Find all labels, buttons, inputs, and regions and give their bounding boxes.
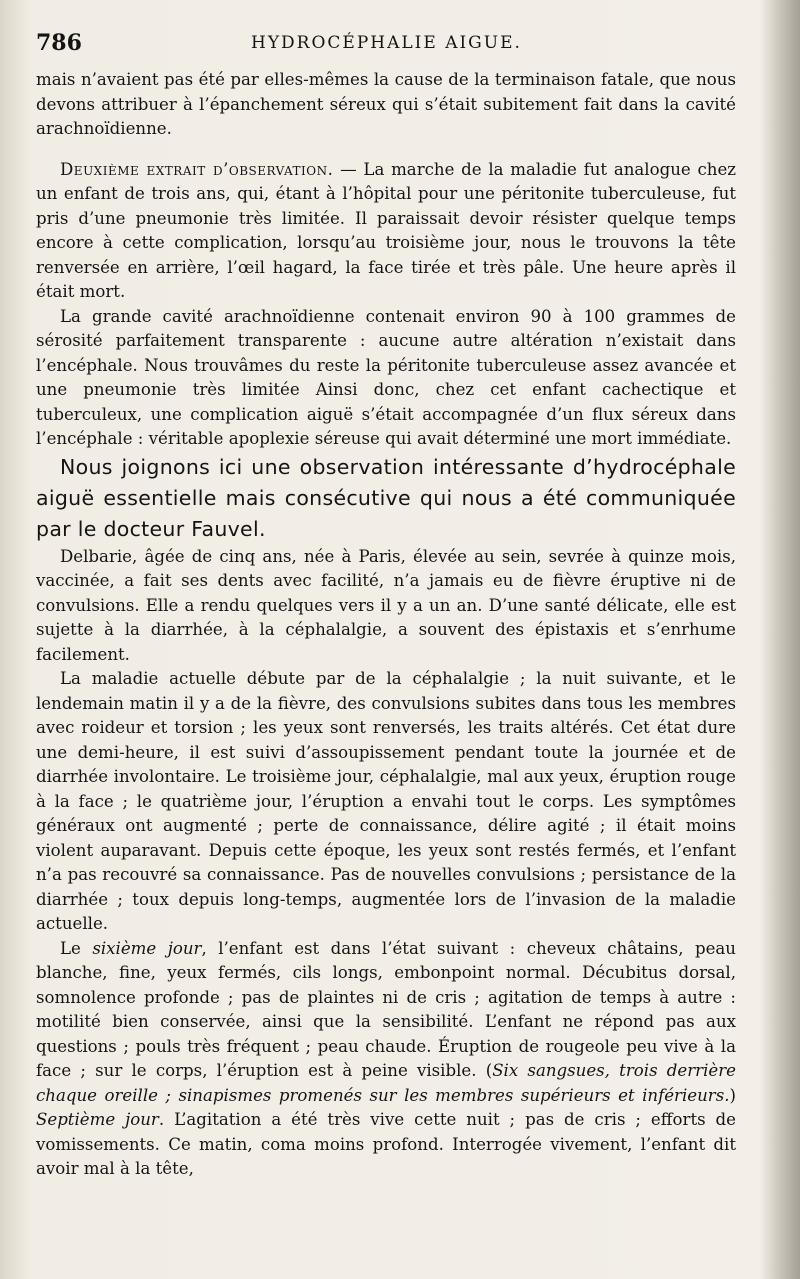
running-title: HYDROCÉPHALIE AIGUE. [251, 33, 522, 53]
page-body [36, 68, 736, 1182]
text-span: Le [60, 938, 93, 958]
paragraph-delbarie: Delbarie, âgée de cinq ans, née à Paris, élevée au sein, sevrée à quinze mois, vaccinée, a fait ses dents avec facilité, n’a jamais eu de fièvre éruptive ni de convulsions. Elle a rendu quelques vers il y a un an. D’une santé délicate, elle est sujette à la diarrhée, à la céphalalgie, a souvent des épistaxis et s’enrhume facilement. [36, 546, 736, 664]
paragraph-text: — La marche de la maladie fut analogue chez un enfant de trois ans, qui, étant à l’hôpital pour une péritonite tuberculeuse, fut pris d’une pneumonie très limitée. Il paraissait devoir résister quelque temps encore à cette complication, lorsqu’au troisième jour, nous le trouvons la tête renversée en arrière, l’œil hagard, la face tirée et très pâle. Une heure après il était mort. [36, 159, 737, 301]
intro-observation: Nous joignons ici une observation intéressante d’hydrocéphale aiguë essentielle mais consécutive qui nous a été communiquée par le docteur Fauvel. [36, 454, 736, 541]
paragraph-second-extract [36, 158, 736, 305]
italic-span: Septième jour [36, 1110, 159, 1129]
page-header [36, 30, 736, 60]
paragraph-arachnoid: La grande cavité arachnoïdienne contenait environ 90 à 100 grammes de sérosité parfaitement transparente : aucune autre altération n’existait dans l’encéphale. Nous trouvâmes du reste la péritonite tuberculeuse assez avancée et une pneumonie très limitée Ainsi donc, chez cet enfant cachectique et tuberculeux, une complication aiguë s’était accompagnée d’un flux séreux dans l’encéphale : véritable apoplexie séreuse qui avait déterminé une mort immédiate. [36, 306, 736, 448]
text-span: , l’enfant est dans l’état suivant : cheveux châtains, peau blanche, fine, yeux fermés, cils longs, embonpoint normal. Décubitus dorsal, somnolence profonde ; pas de plaintes ni de cris ; agitation de temps à autre : motilité bien conservée, ainsi que la sensibilité. L’enfant ne répond pas aux questions ; pouls très fréquent ; peau chaude. Éruption de rougeole peu vive à la face ; sur le corps, l’éruption est à peine visible. ( [36, 938, 736, 1080]
text-span: ) [729, 1085, 736, 1105]
page-number: 786 [36, 30, 82, 56]
paragraph-continuation: mais n’avaient pas été par elles-mêmes la cause de la terminaison fatale, que nous devons attribuer à l’épanchement séreux qui s’était subitement fait dans la cavité arachnoïdienne. [36, 70, 736, 138]
italic-span: sixième jour [92, 938, 202, 958]
text-span: . L’agitation a été très vive cette nuit ; pas de cris ; efforts de vomissements. Ce matin, coma moins profond. Interrogée vivement, l’enfant dit avoir mal à la tête, [36, 1110, 736, 1178]
section-heading: Deuxième extrait d’observation. [60, 159, 334, 179]
paragraph-sixth-day [36, 937, 736, 1182]
paragraph-gap [36, 142, 736, 158]
paragraph-actual-illness: La maladie actuelle débute par de la céphalalgie ; la nuit suivante, et le lendemain matin il y a de la fièvre, des convulsions subites dans tous les membres avec roideur et torsion ; les yeux sont renversés, les traits altérés. Cet état dure une demi-heure, il est suivi d’assoupissement pendant toute la journée et de diarrhée involontaire. Le troisième jour, céphalalgie, mal aux yeux, éruption rouge à la face ; le quatrième jour, l’éruption a envahi tout le corps. Les symptômes généraux ont augmenté ; perte de connaissance, délire agité ; il était moins violent auparavant. Depuis cette époque, les yeux sont restés fermés, et l’enfant n’a pas recouvré sa connaissance. Pas de nouvelles convulsions ; persistance de la diarrhée ; toux depuis long-temps, augmentée lors de l’invasion de la maladie actuelle. [36, 669, 736, 933]
italic-treatment: Six sangsues, trois derrière chaque oreille ; sinapismes promenés sur les membres supérieurs et inférieurs. [36, 1061, 736, 1105]
page-edge-shadow [760, 0, 800, 1279]
